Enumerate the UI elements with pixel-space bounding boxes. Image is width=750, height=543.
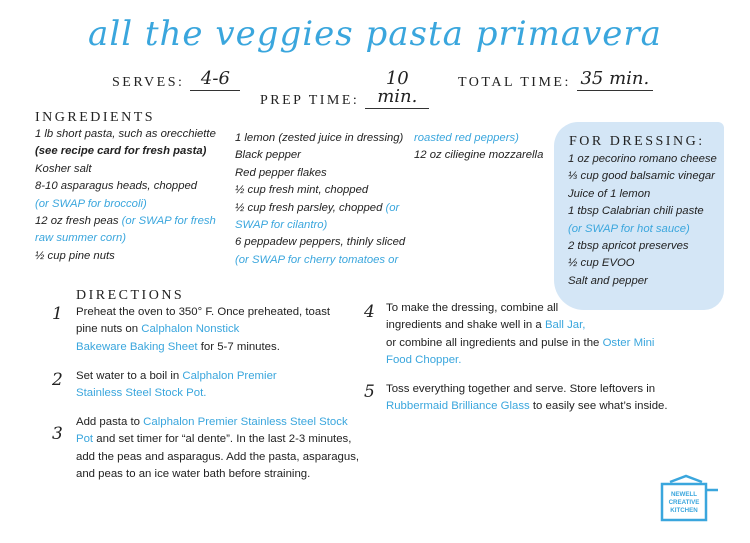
ingredient-text: (or SWAP for cherry tomatoes or [235,253,399,266]
step-line-text: or combine all ingredients and pulse in the [386,336,603,349]
ingredient-text: 12 oz fresh peas [35,215,122,228]
step-line [76,339,330,356]
product-link[interactable]: Ball Jar, [544,319,586,332]
dressing-item: 1 tbsp Calabrian chili paste [568,205,704,218]
product-link[interactable]: Pot [76,433,94,446]
step-line [76,431,359,448]
step-line [76,368,277,385]
ingredient-text: 1 lb short pasta, such as orecchiette [35,128,216,140]
ingredient-line [235,200,405,217]
product-link[interactable]: Oster Mini [602,336,655,349]
step-line-text: to easily see what’s inside. [529,400,668,413]
product-link[interactable]: Food Chopper. [386,354,462,367]
step-line [386,381,668,398]
dressing-list [568,151,717,290]
prep-time-label: PREP TIME: [260,93,360,108]
directions-heading: DIRECTIONS [76,288,185,303]
ingredient-text: 8-10 asparagus heads, chopped [35,180,198,193]
step-line-text: add the peas and asparagus. Add the pasta, asparagus, [76,450,360,463]
ingredient-text: 1 lemon (zested juice in dressing) [235,132,404,144]
step-line-text: Toss everything together and serve. Store leftovers in [386,383,656,395]
ingredient-text: ½ cup fresh mint, chopped [235,184,369,197]
step-text [76,304,330,356]
step-line-text: ingredients and shake well in a [386,319,545,332]
ingredient-line [35,248,216,265]
step-line [76,385,277,402]
step-number: 2 [52,370,63,390]
recipe-title: all the veggies pasta primavera [88,14,662,54]
step-line-text: Preheat the oven to 350° F. Once preheated, toast [76,306,331,318]
step-text [76,414,359,484]
dressing-item: ⅓ cup good balsamic vinegar [568,170,715,183]
step-line-text: and peas to an ice water bath before straining. [76,468,311,481]
step-number: 1 [52,304,63,324]
serves-value: 4-6 [190,70,240,91]
ingredient-line [35,161,216,178]
ingredient-text: Kosher salt [35,162,92,175]
step-line-text: for 5-7 minutes. [197,340,280,353]
step-line [76,466,359,483]
ingredients-heading: INGREDIENTS [35,110,156,125]
ingredient-line [35,196,216,213]
ingredient-line [35,213,216,230]
ingredient-line [414,130,543,147]
total-time-label: TOTAL TIME: [458,75,571,90]
ingredient-line [35,143,216,160]
ingredients-column-3 [414,130,543,165]
step-line-text: To make the dressing, combine all [386,302,559,314]
step-line [386,398,668,415]
prep-time-field [260,70,429,109]
ingredient-text: 6 peppadew peppers, thinly sliced [235,236,406,249]
ingredient-swap-text: (or [385,201,400,214]
dressing-item: 1 oz pecorino romano cheese [568,153,717,165]
ingredient-line [35,178,216,195]
ingredient-text: Red pepper flakes [235,166,327,179]
logo-text-line-1: NEWELL [670,491,698,498]
step-line-text: pine nuts on [76,323,142,336]
step-line-text: Add pasta to [76,416,144,428]
ingredient-text: raw summer corn) [35,232,127,245]
step-number: 3 [52,424,63,444]
total-time-value: 35 min. [577,70,653,91]
product-link[interactable]: Calphalon Premier Stainless Steel Stock [143,416,348,428]
ingredient-line [35,230,216,247]
dressing-item: ½ cup EVOO [568,257,635,270]
step-line [386,300,654,317]
ingredient-text: (or SWAP for broccoli) [35,197,147,210]
step-number: 4 [364,302,375,322]
step-text [386,300,654,370]
dressing-item: Salt and pepper [568,274,648,287]
step-line [386,335,654,352]
step-line-text: Set water to a boil in [76,370,183,382]
ingredient-swap-text: (or SWAP for fresh [121,215,216,228]
ingredient-line [235,252,405,269]
logo-text-line-3: KITCHEN [670,507,698,514]
ingredient-text: roasted red peppers) [414,132,519,144]
step-line [76,321,330,338]
ingredient-line [414,147,543,164]
dressing-item: Juice of 1 lemon [568,187,651,200]
ingredients-column-1 [35,126,216,265]
ingredients-column-2 [235,130,405,269]
step-line [76,449,359,466]
product-link[interactable]: Rubbermaid Brilliance Glass [386,400,530,413]
step-line [386,352,654,369]
step-line [76,304,330,321]
ingredient-text: ½ cup pine nuts [35,249,115,262]
product-link[interactable]: Calphalon Premier [182,370,277,382]
ingredient-line [35,126,216,143]
ingredient-text: ½ cup fresh parsley, chopped [235,201,386,214]
product-link[interactable]: Stainless Steel Stock Pot. [76,387,207,400]
logo-text-line-2: CREATIVE [668,499,700,506]
prep-time-value: 10 min. [365,70,429,109]
product-link[interactable]: Calphalon Nonstick [141,323,240,336]
serves-label: SERVES: [112,75,185,90]
ingredient-text: SWAP for cilantro) [235,219,328,232]
step-text [76,368,277,403]
ingredient-text: (see recipe card for fresh pasta) [35,145,207,158]
ingredient-line [235,217,405,234]
dressing-item: 2 tbsp apricot preserves [568,240,689,253]
total-time-field [458,70,653,91]
step-line [386,317,654,334]
serves-field [112,70,240,91]
ingredient-line [235,182,405,199]
step-line-text: and set timer for “al dente”. In the last 2-3 minutes, [93,433,352,446]
product-link[interactable]: Bakeware Baking Sheet [76,340,198,353]
newell-creative-kitchen-logo [656,474,720,524]
dressing-item: (or SWAP for hot sauce) [568,222,690,235]
step-text [386,381,668,416]
step-line [76,414,359,431]
dressing-heading: FOR DRESSING: [569,134,705,149]
ingredient-line [235,165,405,182]
step-number: 5 [364,382,375,402]
ingredient-line [235,147,405,164]
ingredient-text: Black pepper [235,149,301,162]
ingredient-line [235,234,405,251]
ingredient-line [235,130,405,147]
ingredient-text: 12 oz ciliegine mozzarella [414,149,544,162]
